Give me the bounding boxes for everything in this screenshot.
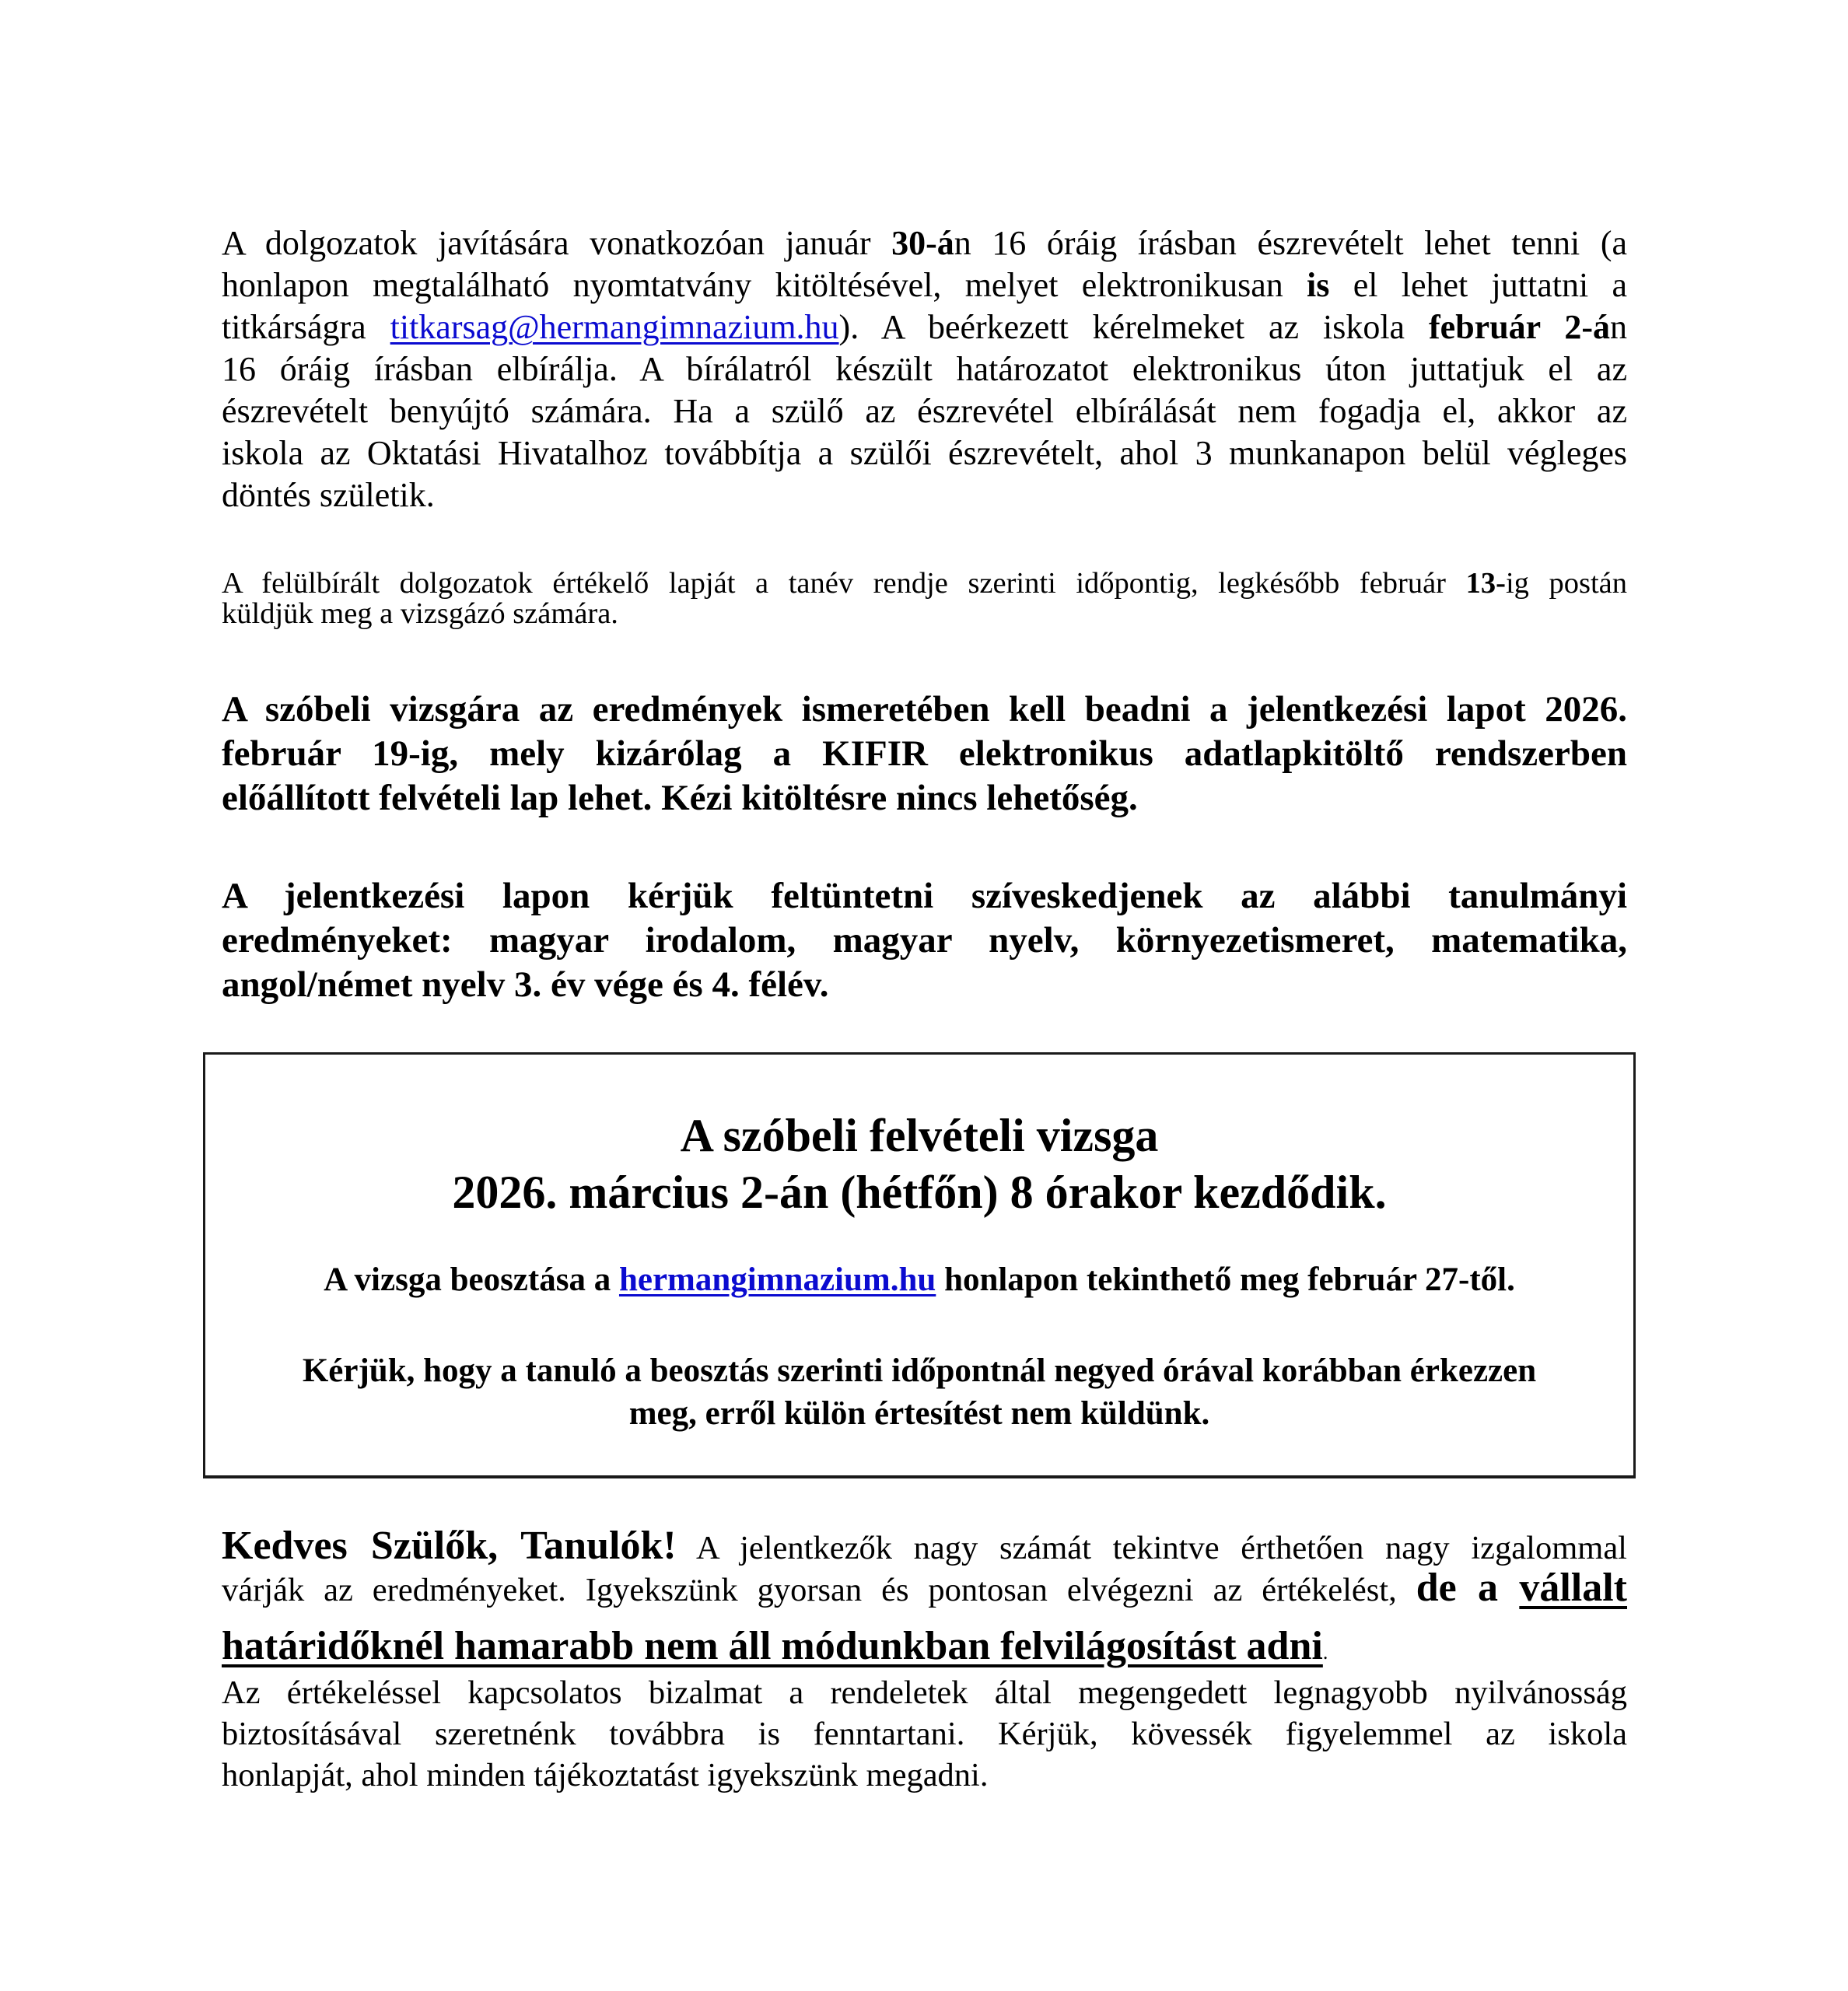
oral-exam-notice-box (203, 1052, 1636, 1478)
text: A felülbírált dolgozatok értékelő lapját a tanév rendje szerinti időpontig, legkésőbb február (222, 567, 1466, 600)
text: ). A beérkezett kérelmeket az iskola (838, 308, 1430, 346)
notice-exam-date: 2026. március 2-án (hétfőn) 8 órakor kezdődik. (452, 1167, 1387, 1218)
text: várják az eredményeket. Igyekszünk gyorsan és pontosan elvégezni az értékelést, (222, 1572, 1416, 1608)
paragraph-line (222, 1626, 1627, 1667)
text: n 16 óráig írásban észrevételt lehet tenni (a (954, 224, 1627, 262)
notice-arrival-line: Kérjük, hogy a tanuló a beosztás szerinti időpontnál negyed órával korábban érkezzen (302, 1352, 1537, 1389)
paragraph-line (222, 1526, 1627, 1566)
paragraph-line: előállított felvételi lap lehet. Kézi kitöltésre nincs lehetőség. (222, 778, 1138, 818)
text: honlapon megtalálható nyomtatvány kitöltésével, melyet elektronikusan (222, 266, 1307, 304)
emphasis: is (1307, 266, 1330, 304)
emphasis-underlined: vállalt (1519, 1566, 1628, 1610)
deadline-date: 30-á (891, 224, 954, 262)
text: A vizsga beosztása a (324, 1261, 619, 1298)
paragraph-line (222, 268, 1627, 303)
deadline-date: február 2-á (1429, 308, 1610, 346)
text: A jelentkezők nagy számát tekintve érthetően nagy izgalommal (676, 1530, 1627, 1566)
paragraph-line (222, 569, 1627, 599)
text: ig postán (1505, 567, 1627, 600)
deadline-date: 13- (1465, 567, 1506, 600)
paragraph-line: biztosításával szeretnénk továbbra is fenntartani. Kérjük, kövessék figyelemmel az iskola (222, 1716, 1627, 1752)
text: honlapon tekinthető meg február 27-től. (936, 1261, 1515, 1298)
paragraph-line: Az értékeléssel kapcsolatos bizalmat a rendeletek által megengedett legnagyobb nyilvánosság (222, 1674, 1627, 1711)
paragraph-line: honlapját, ahol minden tájékoztatást igyekszünk megadni. (222, 1757, 989, 1793)
paragraph-line (222, 226, 1627, 261)
paragraph-line: küldjük meg a vizsgázó számára. (222, 597, 618, 630)
paragraph-line: A szóbeli vizsgára az eredmények ismeretében kell beadni a jelentkezési lapot 2026. (222, 689, 1627, 730)
paragraph-line: február 19-ig, mely kizárólag a KIFIR elektronikus adatlapkitöltő rendszerben (222, 733, 1627, 774)
paragraph-line: 16 óráig írásban elbírálja. A bírálatról készült határozatot elektronikus úton juttatjuk el az (222, 350, 1627, 388)
text: titkárságra (222, 308, 390, 346)
text: . (1322, 1641, 1328, 1664)
school-website-link[interactable]: hermangimnazium.hu (618, 1261, 936, 1298)
notice-schedule-line (205, 1263, 1633, 1296)
text: A dolgozatok javítására vonatkozóan január (222, 224, 892, 262)
paragraph-line (222, 1568, 1627, 1608)
text: el lehet juttatni a (1329, 266, 1627, 304)
paragraph-line: döntés születik. (222, 476, 435, 514)
notice-title: A szóbeli felvételi vizsga (680, 1110, 1159, 1161)
greeting: Kedves Szülők, Tanulók! (222, 1524, 677, 1568)
emphasis: de a (1416, 1566, 1520, 1610)
paragraph-line (222, 310, 1627, 345)
paragraph-line: eredményeket: magyar irodalom, magyar nyelv, környezetismeret, matematika, (222, 920, 1627, 961)
text: n (1609, 308, 1627, 346)
emphasis-underlined: határidőknél hamarabb nem áll módunkban felvilágosítást adni (222, 1624, 1323, 1668)
paragraph-line: észrevételt benyújtó számára. Ha a szülő az észrevétel elbírálását nem fogadja el, akkor az (222, 392, 1627, 430)
paragraph-line: angol/német nyelv 3. év vége és 4. félév. (222, 964, 829, 1005)
paragraph-line: A jelentkezési lapon kérjük feltüntetni szíveskedjenek az alábbi tanulmányi (222, 876, 1627, 916)
paragraph-line: iskola az Oktatási Hivatalhoz továbbítja a szülői észrevételt, ahol 3 munkanapon belül végleges (222, 434, 1627, 472)
notice-arrival-line: meg, erről külön értesítést nem küldünk. (628, 1395, 1210, 1432)
secretariat-email-link[interactable]: titkarsag@hermangimnazium.hu (390, 308, 839, 346)
